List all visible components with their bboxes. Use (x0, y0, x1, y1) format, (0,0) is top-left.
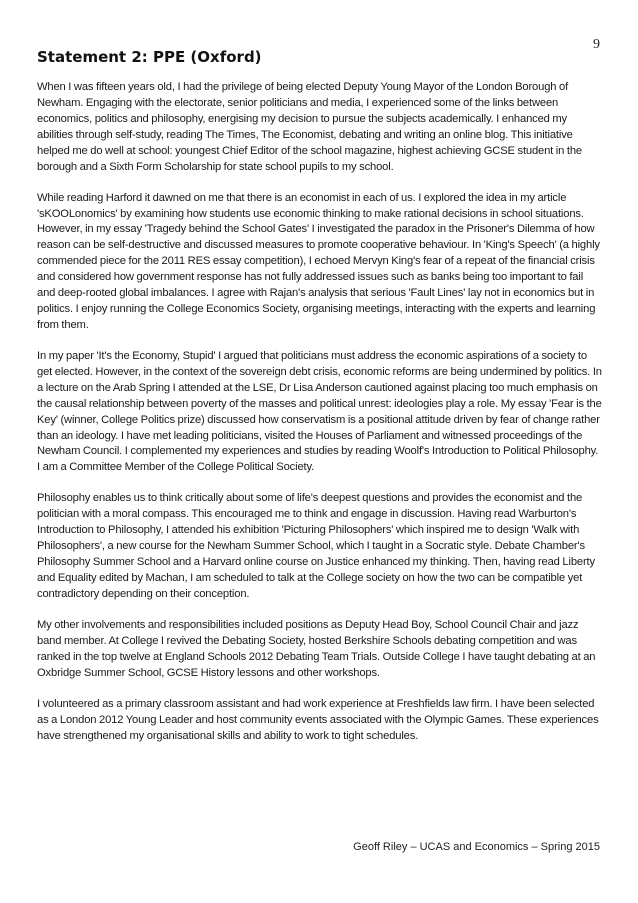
paragraph-4: Philosophy enables us to think critically about some of life's deepest questions and provides the economist and the politician with a moral compass. This encouraged me to think and engage in discussion. Having read Warburton's Introduction to Philosophy, I attended his exhibition 'Picturing Philosophers' which inspired me to design 'Walk with Philosophers', a new course for the Newham Summer School, which I taught in a Socratic style. Debate Chamber's Philosophy Summer School and a Harvard online course on Justice enhanced my thinking. Then, having read Liberty and Equality edited by Machan, I am scheduled to talk at the College society on how the two can be compatible yet contradictory depending on their conception. (37, 492, 595, 600)
paragraph-2: While reading Harford it dawned on me that there is an economist in each of us. I explored the idea in my article 'sKOOLonomics' by examining how students use economic thinking to make rational decisions in school situations. However, in my essay 'Tragedy behind the School Gates' I investigated the paradox in the Prisoner's Dilemma of how reason can be self-destructive and discussed measures to promote cooperative behaviour. In 'King's Speech' (a highly commended piece for the 2011 RES essay competition), I echoed Mervyn King's fear of a repeat of the financial crisis and considered how government response has not fully addressed issues such as banks being too important to fail and deep-rooted global imbalances. I agree with Rajan's analysis that serious 'Fault Lines' lay not in economics but in politics. I enjoy running the College Economics Society, organising meetings, interacting with the experts and learning from them. (37, 191, 600, 331)
page-footer: Geoff Riley – UCAS and Economics – Spring 2015 (353, 841, 600, 853)
paragraph-3: In my paper 'It's the Economy, Stupid' I argued that politicians must address the economic aspirations of a society to get elected. However, in the context of the sovereign debt crisis, economic reforms are being undermined by politics. In a lecture on the Arab Spring I attended at the LSE, Dr Lisa Anderson cautioned against placing too much emphasis on the causal relationship between poverty of the masses and political unrest: ideologies play a role. My essay 'Fear is the Key' (winner, College Politics prize) discussed how conservatism is a positional attitude driven by fear of change rather than an ideology. I have met leading politicians, visited the Houses of Parliament and witnessed proceedings of the Newham Council. I complemented my experiences and studies by reading Woolf's Introduction to Political Philosophy. I am a Committee Member of the College Political Society. (37, 349, 602, 474)
statement-body (37, 80, 603, 760)
paragraph-5: My other involvements and responsibilities included positions as Deputy Head Boy, School Council Chair and jazz band member. At College I revived the Debating Society, hosted Berkshire Schools debating competition and was ranked in the top twelve at England Schools 2012 Debating Team Trials. Outside College I have taught debating at an Oxbridge Summer School, GCSE History lessons and other workshops. (37, 618, 596, 679)
paragraph-6: I volunteered as a primary classroom assistant and had work experience at Freshfields law firm. I have been selected as a London 2012 Young Leader and host community events associated with the Olympic Games. These experiences have strengthened my organisational skills and ability to work to tight schedules. (37, 697, 599, 742)
paragraph-1: When I was fifteen years old, I had the privilege of being elected Deputy Young Mayor of the London Borough of Newham. Engaging with the electorate, senior politicians and media, I experienced some of the links between economics, politics and philosophy, energising my decision to pursue the subjects academically. I enhanced my abilities through self-study, reading The Times, The Economist, debating and writing an online blog. This initiative helped me do well at school: youngest Chief Editor of the school magazine, highest achieving GCSE student in the borough and a Sixth Form Scholarship for state school pupils to my school. (37, 81, 582, 173)
page-number: 9 (593, 37, 600, 52)
page-title: Statement 2: PPE (Oxford) (37, 48, 262, 66)
